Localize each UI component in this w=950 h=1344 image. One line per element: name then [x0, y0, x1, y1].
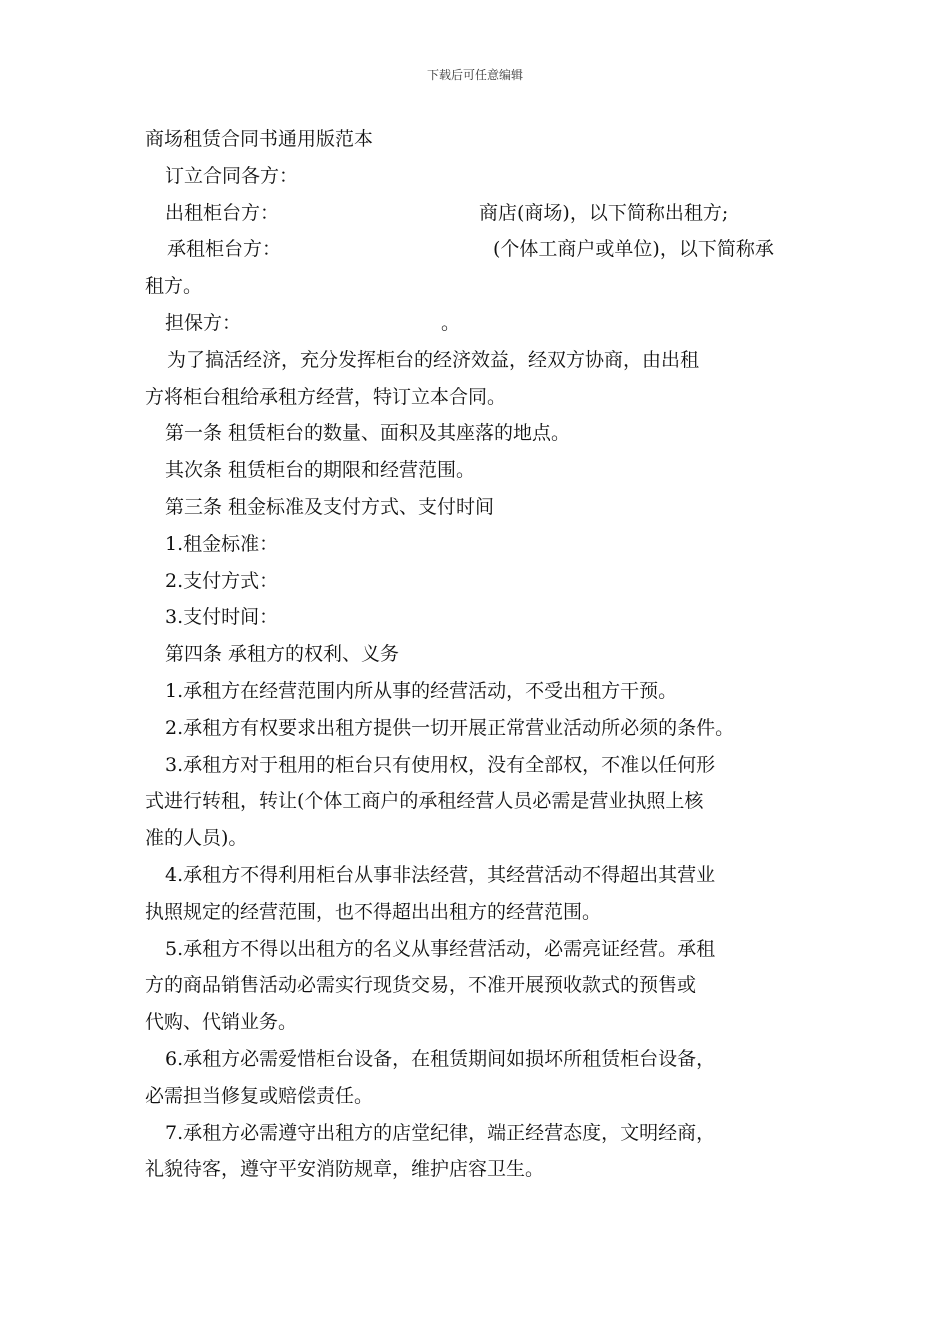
article-1: 第一条 租赁柜台的数量、面积及其座落的地点。 [165, 422, 571, 445]
article-3-item-3: 3.支付时间： [165, 606, 279, 629]
article-4-item-6-line-1: 6.承租方必需爱惜柜台设备，在租赁期间如损坏所租赁柜台设备， [165, 1047, 716, 1070]
article-4-item-2: 2.承租方有权要求出租方提供一切开展正常营业活动所必须的条件。 [165, 716, 735, 739]
contract-body [145, 121, 825, 1188]
lessee-line [145, 231, 825, 268]
lessee-label: 承租柜台方： [167, 238, 282, 261]
article-2: 其次条 租赁柜台的期限和经营范围。 [165, 459, 476, 482]
article-4-item-4-line-2: 执照规定的经营范围，也不得超出出租方的经营范围。 [145, 900, 602, 923]
article-4-item-5-line-1: 5.承租方不得以出租方的名义从事经营活动，必需亮证经营。承租 [165, 937, 716, 960]
article-4-item-3-line-3: 准的人员)。 [145, 827, 248, 850]
article-4-item-3-line-2: 式进行转租，转让(个体工商户的承租经营人员必需是营业执照上核 [145, 790, 704, 813]
document-title: 商场租赁合同书通用版范本 [145, 128, 374, 150]
lessor-label: 出租柜台方： [165, 201, 280, 224]
article-4-item-5-line-2: 方的商品销售活动必需实行现货交易，不准开展预收款式的预售或 [145, 974, 697, 997]
article-3: 第三条 租金标准及支付方式、支付时间 [165, 495, 495, 518]
article-4-item-1: 1.承租方在经营范围内所从事的经营活动，不受出租方干预。 [165, 679, 678, 702]
guarantor-suffix: 。 [441, 311, 461, 334]
article-4: 第四条 承租方的权利、义务 [165, 643, 400, 666]
article-4-item-4-line-1: 4.承租方不得利用柜台从事非法经营，其经营活动不得超出其营业 [165, 863, 716, 886]
article-4-item-7-line-1: 7.承租方必需遵守出租方的店堂纪律，端正经营态度，文明经商， [165, 1121, 716, 1144]
guarantor-label: 担保方： [165, 311, 242, 334]
guarantor-line [145, 305, 825, 342]
article-3-item-1: 1.租金标准： [165, 532, 279, 555]
lessor-line [145, 195, 825, 232]
article-4-item-6-line-2: 必需担当修复或赔偿责任。 [145, 1084, 374, 1107]
parties-heading: 订立合同各方： [165, 164, 299, 187]
article-4-item-7-line-2: 礼貌待客，遵守平安消防规章，维护店容卫生。 [145, 1158, 545, 1181]
preamble-line-2: 方将柜台租给承租方经营，特订立本合同。 [145, 385, 507, 408]
lessee-suffix: (个体工商户或单位)，以下简称承 [493, 238, 774, 261]
article-3-item-2: 2.支付方式： [165, 569, 279, 592]
preamble-line-1: 为了搞活经济，充分发挥柜台的经济效益，经双方协商，由出租 [167, 348, 700, 371]
article-4-item-5-line-3: 代购、代销业务。 [145, 1011, 298, 1034]
article-4-item-3-line-1: 3.承租方对于租用的柜台只有使用权，没有全部权，不准以任何形 [165, 753, 716, 776]
page-header-note: 下载后可任意编辑 [426, 68, 523, 82]
lessee-line-cont: 租方。 [145, 275, 203, 298]
lessor-suffix: 商店(商场)，以下简称出租方; [479, 201, 729, 224]
